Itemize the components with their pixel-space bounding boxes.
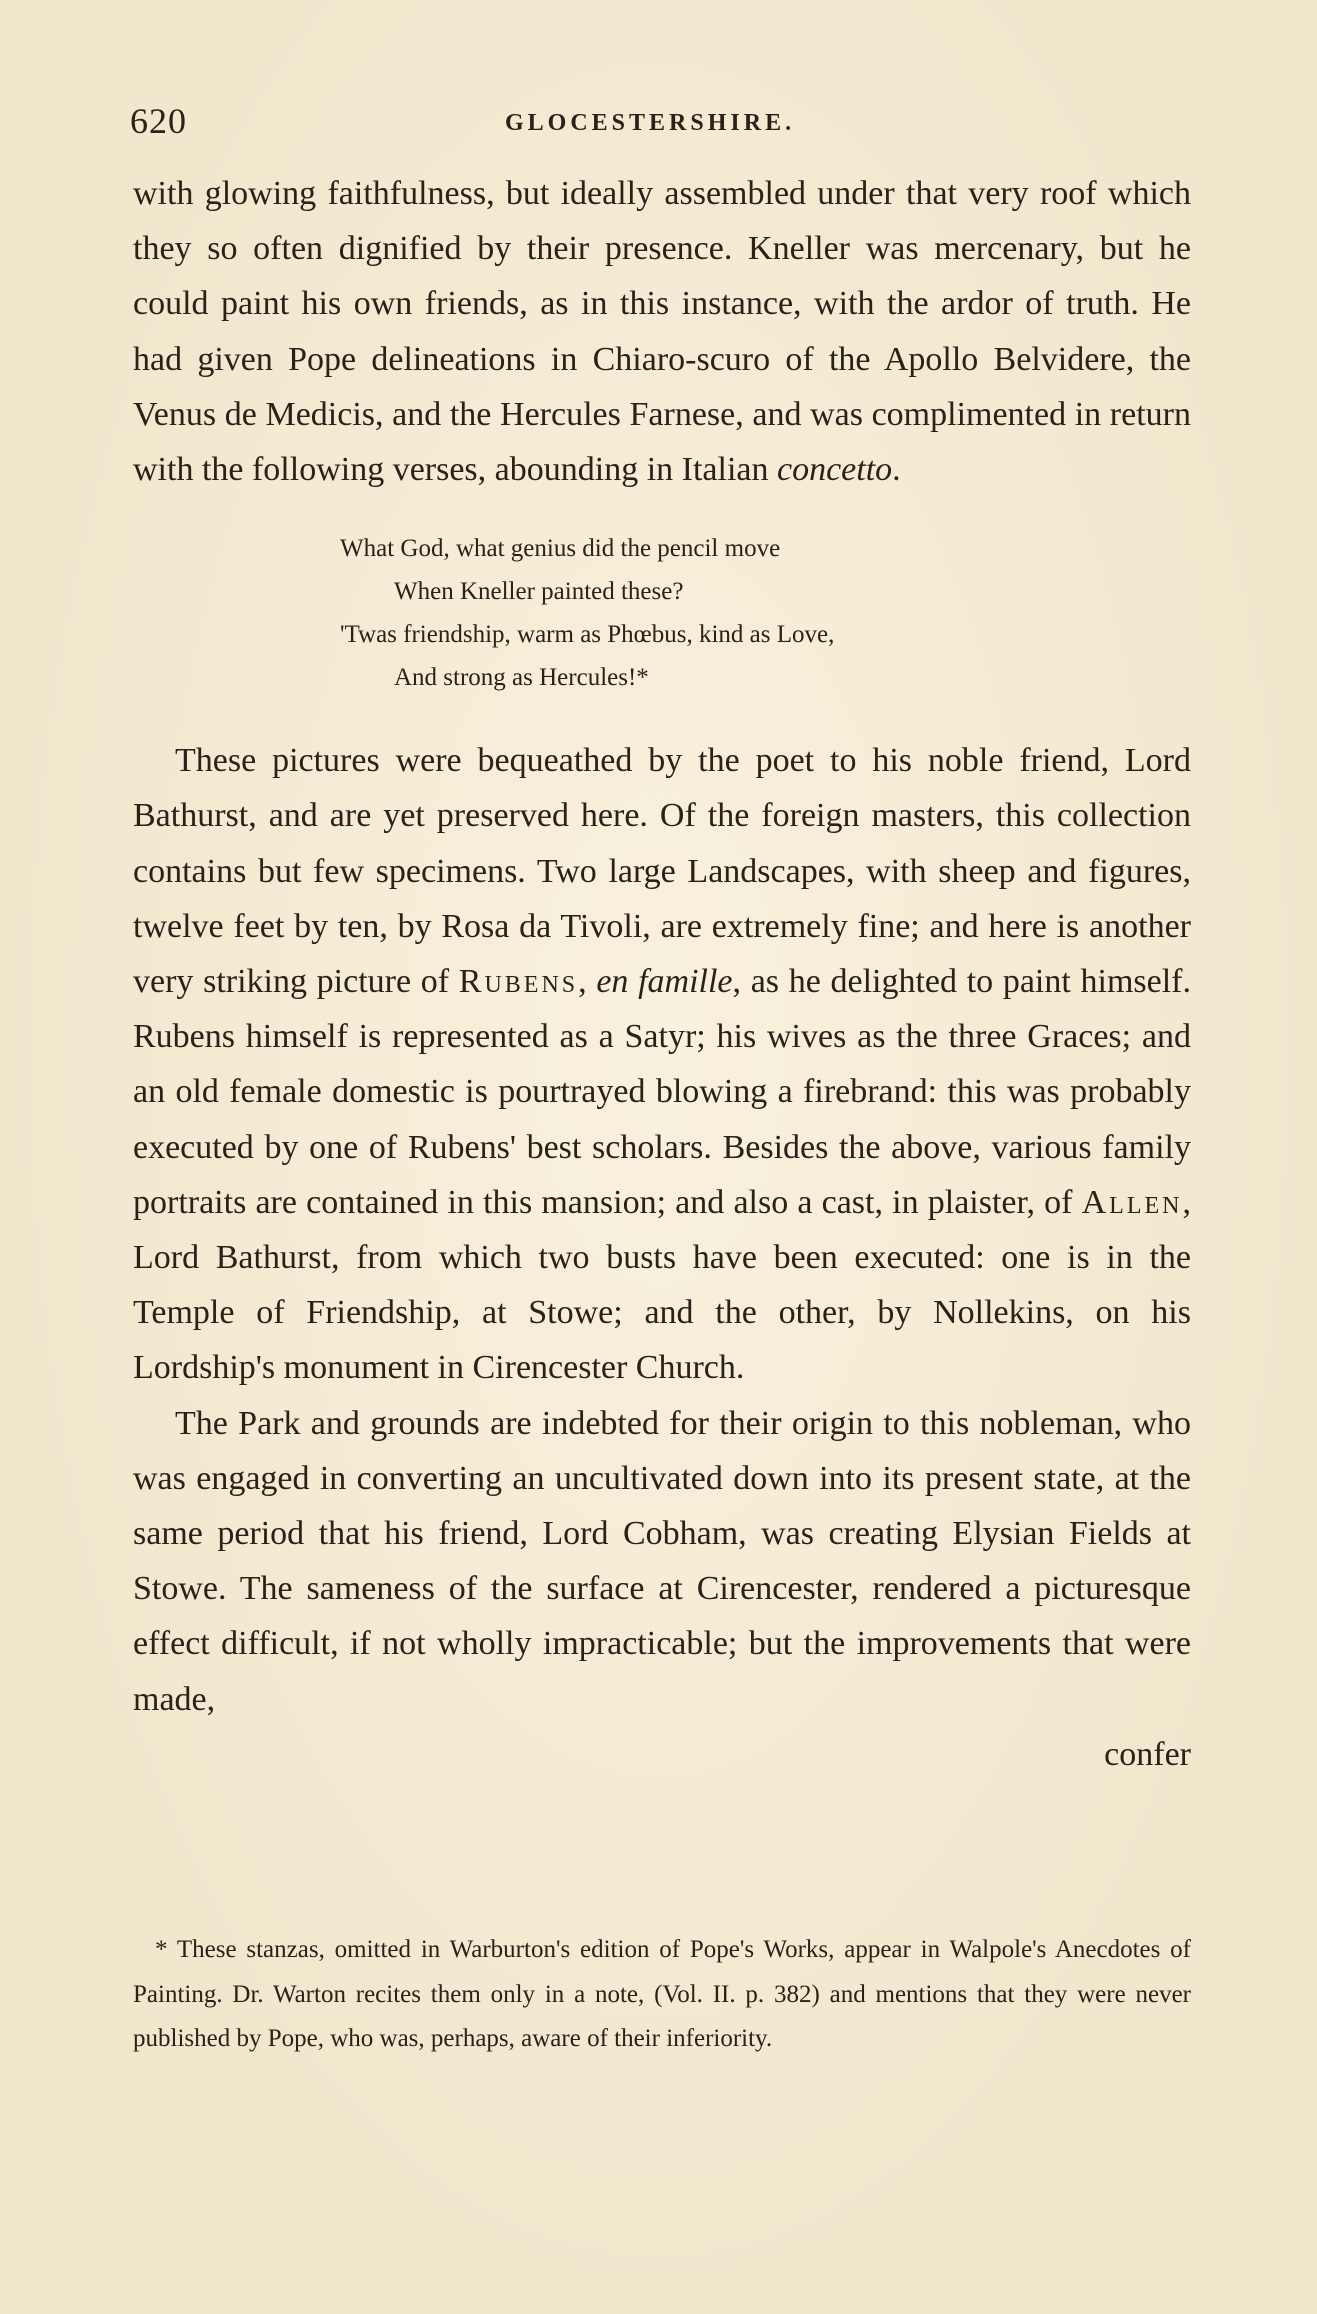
- rubens-small-caps: Rubens: [458, 963, 579, 1001]
- footnote: [133, 1928, 1191, 2062]
- paragraph-2-part-2: ,: [578, 963, 597, 1001]
- page-number: 620: [130, 101, 187, 141]
- verse-line-4: And strong as Hercules!*: [394, 664, 649, 692]
- catchword: confer: [1104, 1735, 1191, 1773]
- paragraph-1-end: .: [892, 451, 901, 489]
- italic-en-famille: en famille: [596, 963, 733, 1001]
- page-header: [130, 100, 1190, 160]
- paragraph-3: [133, 1396, 1191, 1727]
- paragraph-2-part-1: These pictures were bequeathed by the poet to his noble friend, Lord Bathurst, and are yet preserved here. Of the foreign masters, this collection contains but few specimens. Two large Landscapes, with sheep and figures, twelve feet by ten, by Rosa da Tivoli, are extremely fine; and here is another very striking picture of: [133, 742, 1191, 1001]
- paragraph-2: [133, 733, 1191, 1395]
- paragraph-3-text: The Park and grounds are indebted for their origin to this nobleman, who was engaged in converting an uncultivated down into its present state, at the same period that his friend, Lord Cobham, was creating Elysian Fields at Stowe. The sameness of the surface at Cirencester, rendered a picturesque effect difficult, if not wholly impracticable; but the improvements that were made,: [133, 1404, 1191, 1718]
- verse-line-2: When Kneller painted these?: [394, 578, 684, 606]
- italic-concetto: concetto: [777, 451, 893, 489]
- verse-line-1: What God, what genius did the pencil move: [340, 535, 781, 563]
- running-title: GLOCESTERSHIRE.: [505, 110, 796, 136]
- paragraph-1-text: with glowing faithfulness, but ideally assembled under that very roof which they so often dignified by their presence. Kneller was mercenary, but he could paint his own friends, as in this instance, with the ardor of truth. He had given Pope delineations in Chiaro-scuro of the Apollo Belvidere, the Venus de Medicis, and the Hercules Farnese, and was complimented in return with the following verses, abounding in Italian: [133, 175, 1191, 489]
- main-text: [133, 166, 1191, 1782]
- verse-line-3: 'Twas friendship, warm as Phœbus, kind as Love,: [340, 621, 835, 649]
- paragraph-2-part-3: , as he delighted to paint himself. Rubens himself is represented as a Satyr; his wives as the three Graces; and an old female domestic is pourtrayed blowing a firebrand: this was probably executed by one of Rubens' best scholars. Besides the above, various family portraits are contained in this mansion; and also a cast, in plaister, of: [133, 963, 1191, 1221]
- verse-stanza: [133, 527, 1191, 699]
- paragraph-2-part-4: , Lord Bathurst, from which two busts have been executed: one is in the Temple of Friendship, at Stowe; and the other, by Nollekins, on his Lordship's monument in Cirencester Church.: [133, 1183, 1191, 1387]
- allen-small-caps: Allen: [1081, 1183, 1183, 1221]
- footnote-text: * These stanzas, omitted in Warburton's edition of Pope's Works, appear in Walpole's Anecdotes of Painting. Dr. Warton recites them only in a note, (Vol. II. p. 382) and mentions that they were never published by Pope, who was, perhaps, aware of their inferiority.: [133, 1936, 1191, 2052]
- paragraph-1: [133, 166, 1191, 497]
